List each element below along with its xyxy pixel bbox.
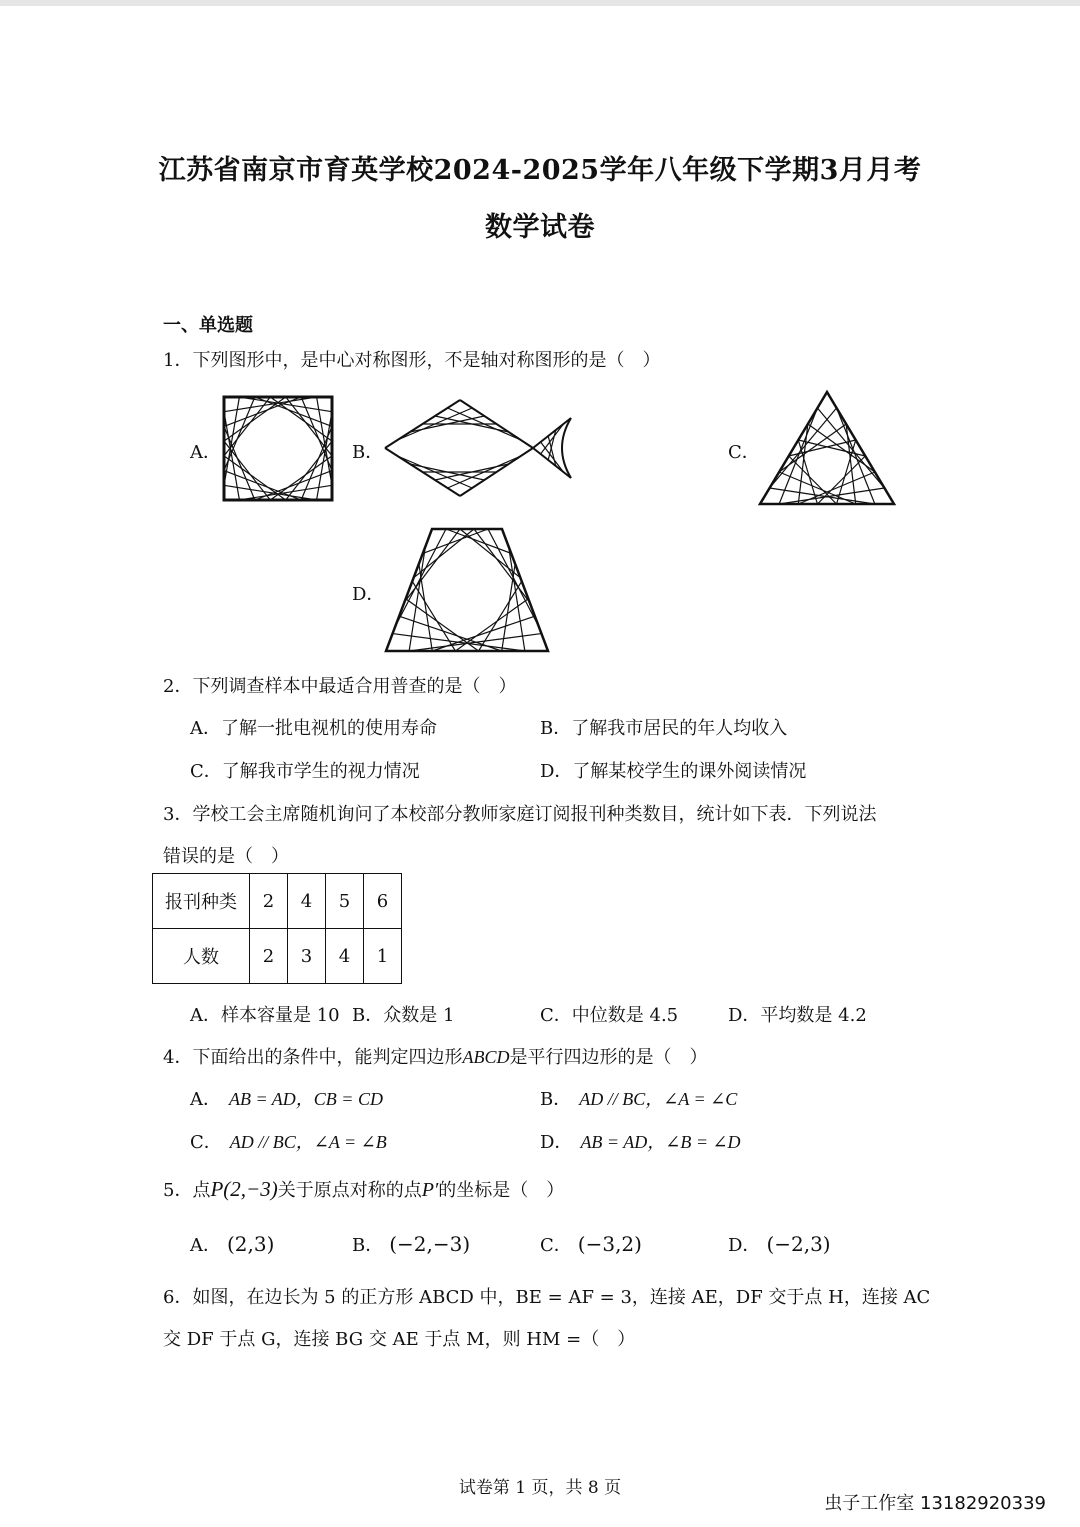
q3-stem-line2: 错误的是（ ） — [163, 846, 289, 867]
q6-stem-line1: 6．如图，在边长为 5 的正方形 ABCD 中，BE = AF = 3，连接 AE，DF 交于点 H，连接 AC — [163, 1287, 931, 1308]
q3-table-cell: 2 — [250, 929, 288, 984]
q3-table-cell: 2 — [250, 874, 288, 929]
q4-stem-pre: 4．下面给出的条件中，能判定四边形 — [163, 1047, 463, 1068]
q5-stem-pre: 5．点 — [163, 1180, 211, 1201]
q3-table-header: 报刊种类 — [153, 874, 250, 929]
q3-table-cell: 1 — [364, 929, 402, 984]
q3-option-b: B．众数是 1 — [352, 1005, 455, 1026]
q5-option-value: (−2,3) — [766, 1232, 831, 1256]
section-heading: 一、单选题 — [163, 315, 253, 336]
q4-option-b — [540, 1085, 737, 1111]
q4-option-a — [190, 1085, 383, 1111]
q5-option-label: A． — [190, 1235, 221, 1256]
q5-stem — [163, 1176, 564, 1202]
q1-label-c: C． — [728, 442, 760, 463]
q3-table-header: 人数 — [153, 929, 250, 984]
q3-table-cell: 4 — [326, 929, 364, 984]
q1-label-a: A． — [190, 442, 221, 463]
q3-table — [152, 873, 402, 984]
q2-option-c: C．了解我市学生的视力情况 — [190, 761, 420, 782]
q3-table-cell: 6 — [364, 874, 402, 929]
q4-option-math: AD // BC，∠A = ∠C — [579, 1089, 738, 1109]
q4-option-label: B． — [540, 1089, 572, 1110]
q5-option-value: (−3,2) — [577, 1232, 642, 1256]
q5-point: P(2,−3) — [210, 1177, 278, 1201]
q4-option-c — [190, 1128, 387, 1154]
q3-option-c: C．中位数是 4.5 — [540, 1005, 679, 1026]
figure-b-fish-string-art — [383, 398, 575, 498]
q5-stem-post: 的坐标是（ ） — [438, 1180, 565, 1201]
q4-stem-post: 是平行四边形的是（ ） — [509, 1047, 708, 1068]
q5-option-d — [728, 1231, 831, 1257]
q5-option-value: (−2,−3) — [389, 1232, 471, 1256]
q3-table-cell: 3 — [288, 929, 326, 984]
q5-option-label: C． — [540, 1235, 572, 1256]
top-bar — [0, 0, 1080, 6]
q4-stem — [163, 1043, 707, 1069]
q4-option-math: AB = AD，∠B = ∠D — [580, 1132, 741, 1152]
exam-title-line2: 数学试卷 — [485, 212, 595, 243]
q1-label-d: D． — [352, 584, 385, 605]
q4-option-math: AB = AD，CB = CD — [229, 1089, 383, 1109]
q2-option-d: D．了解某校学生的课外阅读情况 — [540, 761, 807, 782]
q2-option-b: B．了解我市居民的年人均收入 — [540, 718, 788, 739]
q3-table-cell: 4 — [288, 874, 326, 929]
q5-option-label: B． — [352, 1235, 384, 1256]
q5-point-prime: P′ — [421, 1179, 439, 1201]
q5-option-c — [540, 1231, 642, 1257]
q2-option-a: A．了解一批电视机的使用寿命 — [190, 718, 437, 739]
q5-option-value: (2,3) — [227, 1232, 275, 1256]
watermark-text: 虫子工作室 13182920339 — [824, 1493, 1046, 1514]
q6-stem-line2: 交 DF 于点 G，连接 BG 交 AE 于点 M，则 HM =（ ） — [163, 1329, 636, 1350]
q3-stem-line1: 3．学校工会主席随机询问了本校部分教师家庭订阅报刊种类数目，统计如下表．下列说法 — [163, 804, 877, 825]
exam-title-line1: 江苏省南京市育英学校2024-2025学年八年级下学期3月月考 — [158, 155, 922, 186]
q3-option-d: D．平均数是 4.2 — [728, 1005, 867, 1026]
q4-option-label: D． — [540, 1132, 573, 1153]
page-footer: 试卷第 1 页，共 8 页 — [458, 1478, 622, 1498]
q3-table-row — [153, 929, 402, 984]
q1-label-b: B． — [352, 442, 384, 463]
q4-option-label: A． — [190, 1089, 221, 1110]
q5-option-b — [352, 1231, 470, 1257]
q4-option-math: AD // BC，∠A = ∠B — [229, 1132, 387, 1152]
q2-stem: 2．下列调查样本中最适合用普查的是（ ） — [163, 676, 517, 697]
q4-option-d — [540, 1128, 741, 1154]
q4-option-label: C． — [190, 1132, 222, 1153]
q3-option-a: A．样本容量是 10 — [190, 1005, 340, 1026]
q1-stem: 1．下列图形中，是中心对称图形，不是轴对称图形的是（ ） — [163, 350, 661, 371]
figure-a-square-string-art — [222, 395, 334, 502]
q5-stem-mid: 关于原点对称的点 — [277, 1180, 422, 1201]
figure-d-trapezoid-string-art — [384, 527, 550, 653]
q3-table-cell: 5 — [326, 874, 364, 929]
figure-c-triangle-string-art — [758, 390, 896, 507]
q4-stem-math: ABCD — [462, 1047, 510, 1067]
q5-option-a — [190, 1231, 274, 1257]
q3-table-row — [153, 874, 402, 929]
q5-option-label: D． — [728, 1235, 761, 1256]
